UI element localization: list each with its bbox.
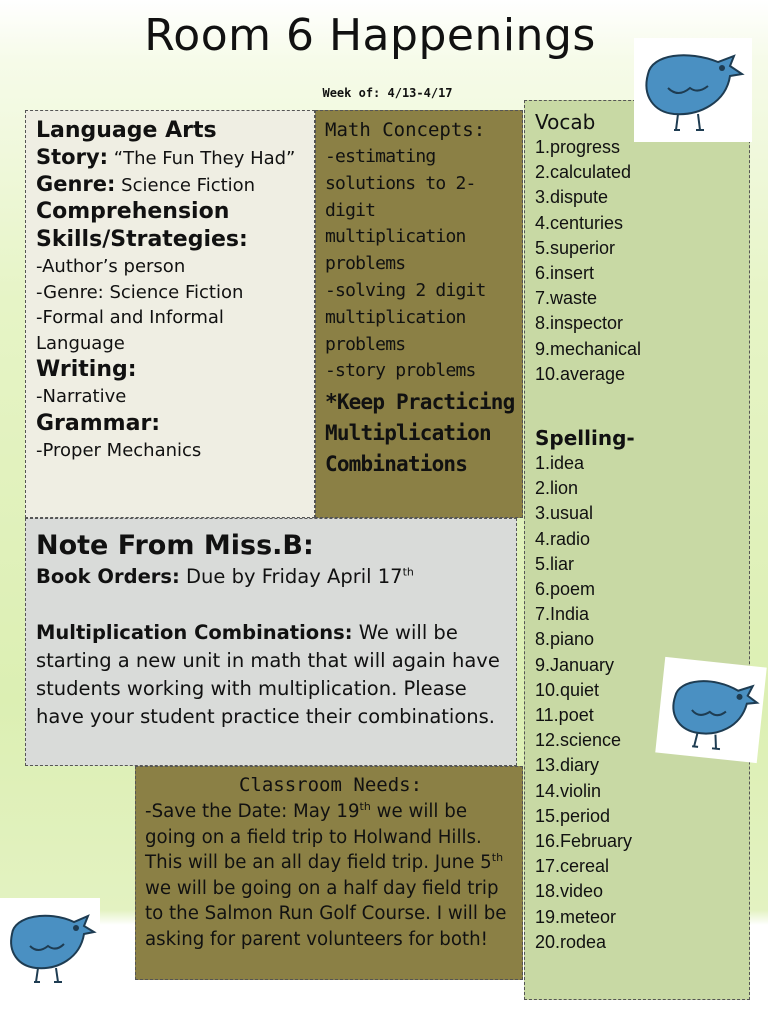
book-orders-line bbox=[36, 563, 508, 591]
spelling-word: 10.quiet bbox=[535, 679, 600, 700]
vocab-word: 9.mechanical bbox=[535, 338, 642, 359]
spelling-word: 5.liar bbox=[535, 553, 575, 574]
keep-practicing-text: *Keep Practicing Multiplication Combinations bbox=[325, 390, 515, 477]
spelling-word: 20.rodea bbox=[535, 931, 607, 952]
story-line bbox=[36, 145, 308, 172]
language-arts-heading: Language Arts bbox=[36, 118, 217, 143]
book-orders-text: Due by Friday April 17 bbox=[186, 565, 403, 588]
needs-text-part: we will be going on a half day field trip to the Salmon Run Golf Course. I will be asking for parent volunteers for both! bbox=[145, 877, 507, 950]
spelling-word: 9.January bbox=[535, 654, 615, 675]
spelling-word: 4.radio bbox=[535, 528, 591, 549]
multiplication-text: We will be starting a new unit in math that will again have students working with multiplication. Please have your student practice their combinations. bbox=[36, 621, 500, 728]
classroom-needs-panel bbox=[135, 766, 523, 980]
genre-value: Science Fiction bbox=[121, 174, 256, 196]
skill-item: -Genre: Science Fiction bbox=[36, 281, 244, 303]
bluebird-icon bbox=[0, 898, 100, 992]
math-item: -solving 2 digit multiplication problems bbox=[325, 279, 486, 355]
vocab-word: 2.calculated bbox=[535, 162, 632, 183]
story-value: “The Fun They Had” bbox=[113, 148, 296, 169]
bluebird-icon bbox=[634, 38, 752, 142]
genre-line bbox=[36, 172, 308, 199]
classroom-needs-heading: Classroom Needs: bbox=[238, 774, 423, 796]
math-heading: Math Concepts: bbox=[325, 119, 486, 141]
multiplication-label: Multiplication Combinations: bbox=[36, 621, 353, 644]
spelling-word: 14.violin bbox=[535, 780, 602, 801]
vocab-list bbox=[535, 135, 743, 387]
note-panel bbox=[25, 518, 517, 766]
spacer bbox=[36, 591, 508, 619]
vocab-heading: Vocab bbox=[535, 110, 596, 134]
spelling-word: 6.poem bbox=[535, 579, 596, 600]
comprehension-heading: Comprehension Skills/Strategies: bbox=[36, 199, 248, 252]
book-orders-label: Book Orders: bbox=[36, 565, 180, 588]
vocab-word: 10.average bbox=[535, 363, 626, 384]
spelling-word: 13.diary bbox=[535, 755, 600, 776]
note-heading: Note From Miss.B: bbox=[36, 530, 314, 561]
vocab-word: 7.waste bbox=[535, 288, 598, 309]
math-concepts-panel bbox=[315, 110, 523, 518]
needs-sup: th bbox=[359, 799, 371, 813]
language-arts-panel bbox=[25, 110, 315, 518]
story-label: Story: bbox=[36, 145, 109, 169]
writing-heading: Writing: bbox=[36, 357, 137, 382]
vocab-word: 3.dispute bbox=[535, 187, 609, 208]
spelling-word: 11.poet bbox=[535, 705, 594, 726]
needs-text-part: we will be going on a field trip to Holwand Hills. This will be an all day field trip. June 5 bbox=[145, 801, 492, 873]
spelling-word: 12.science bbox=[535, 730, 622, 751]
spelling-word: 8.piano bbox=[535, 629, 595, 650]
grammar-heading: Grammar: bbox=[36, 410, 161, 436]
book-orders-sup: th bbox=[402, 565, 414, 579]
grammar-item: -Proper Mechanics bbox=[36, 439, 202, 461]
vocab-spelling-panel bbox=[524, 100, 750, 1000]
needs-text-part: -Save the Date: May 19 bbox=[145, 801, 360, 822]
spelling-word: 16.February bbox=[535, 831, 633, 852]
spelling-word: 1.idea bbox=[535, 453, 585, 474]
newsletter-title: Room 6 Happenings bbox=[144, 10, 596, 61]
vocab-word: 1.progress bbox=[535, 137, 621, 157]
skill-item: -Author’s person bbox=[36, 256, 186, 277]
skill-item: -Formal and Informal Language bbox=[36, 307, 224, 354]
spelling-heading: Spelling- bbox=[535, 426, 635, 451]
vocab-word: 6.insert bbox=[535, 263, 595, 284]
bluebird-icon bbox=[655, 657, 766, 763]
spelling-word: 2.lion bbox=[535, 478, 579, 499]
math-item: -estimating solutions to 2-digit multiplication problems bbox=[325, 146, 476, 275]
needs-sup: th bbox=[491, 850, 504, 864]
writing-item: -Narrative bbox=[36, 386, 127, 407]
math-item: -story problems bbox=[325, 360, 476, 382]
vocab-word: 5.superior bbox=[535, 237, 616, 258]
spelling-word: 18.video bbox=[535, 881, 604, 902]
vocab-word: 8.inspector bbox=[535, 313, 624, 334]
spelling-word: 19.meteor bbox=[535, 906, 617, 927]
spelling-word: 17.cereal bbox=[535, 856, 610, 877]
vocab-word: 4.centuries bbox=[535, 212, 624, 233]
spelling-word: 7.India bbox=[535, 604, 590, 625]
genre-label: Genre: bbox=[36, 171, 116, 196]
classroom-needs-text bbox=[145, 799, 516, 952]
week-of-label: Week of: 4/13-4/17 bbox=[322, 86, 453, 100]
multiplication-note bbox=[36, 619, 508, 731]
spelling-word: 15.period bbox=[535, 805, 611, 826]
spelling-word: 3.usual bbox=[535, 503, 594, 524]
